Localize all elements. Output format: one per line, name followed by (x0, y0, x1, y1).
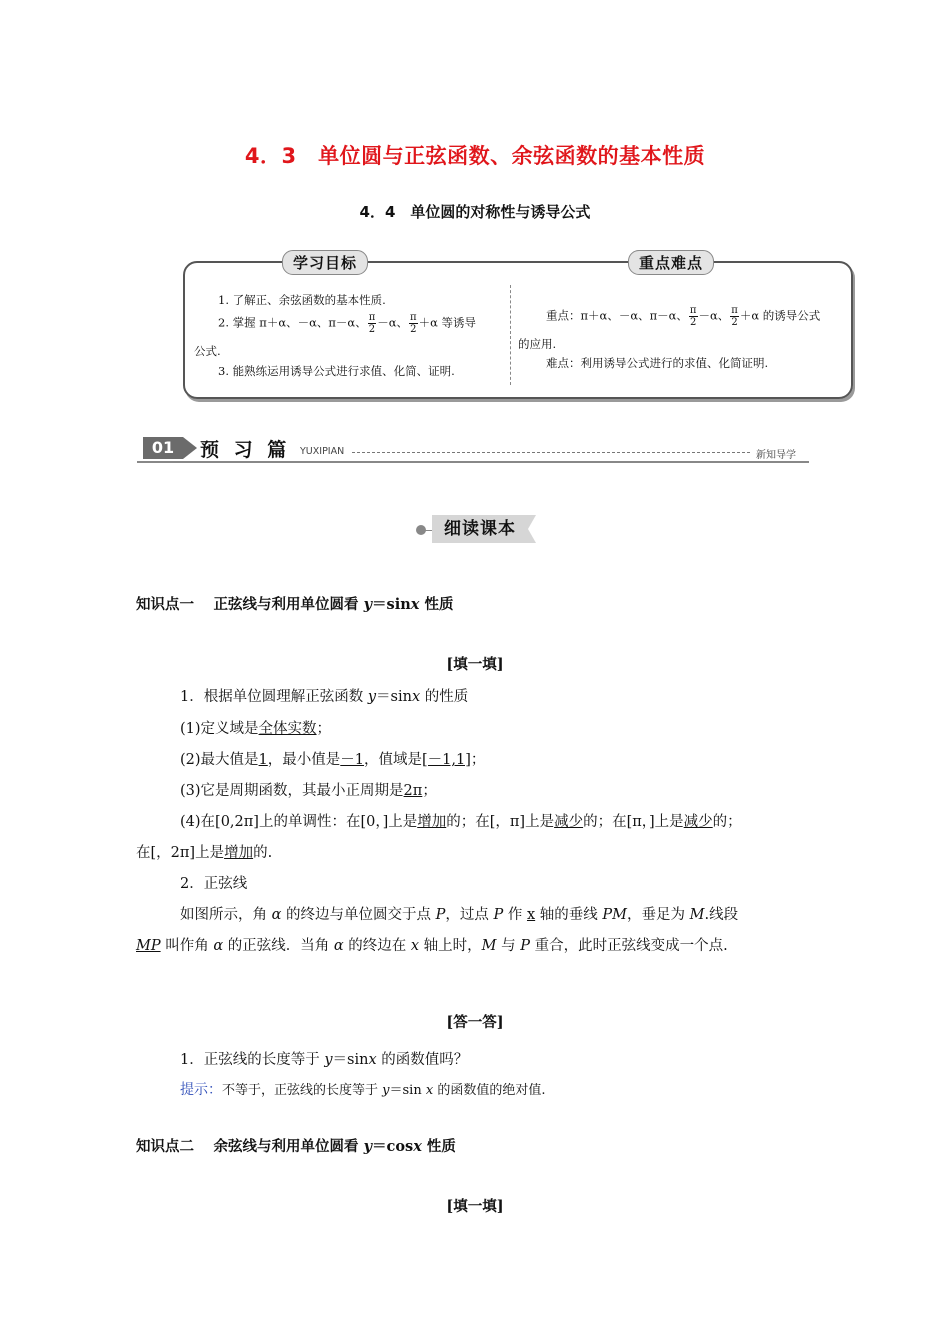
property-period: (3)它是周期函数，其最小正周期是2π； (180, 783, 437, 799)
banner-underline (137, 461, 809, 463)
key-point-cont: 的应用. (518, 337, 557, 351)
section-number-badge: 01 (143, 437, 183, 459)
key-point: 重点：π＋α、－α、π－α、 $\frac{\pi}{2}$ －α、 $\frac{\pi}{2}$ ＋α 的诱导公式 (546, 305, 821, 328)
kp1-item-1: 1．根据单位圆理解正弦函数 y＝sinx 的性质 (180, 689, 469, 705)
page-subtitle: 4．4 单位圆的对称性与诱导公式 (359, 203, 591, 221)
fraction-pi-over-2: $\frac{\pi}{2}$ (368, 312, 376, 335)
property-monotonicity: (4)在[0,2π]上的单调性：在[0，]上是增加的；在[，π]上是减少的；在[π，]上是减少的； (180, 814, 742, 830)
fraction-pi-over-2: $\frac{\pi}{2}$ (689, 305, 697, 328)
fraction-pi-over-2: $\frac{\pi}{2}$ (731, 305, 738, 328)
sine-line-description: 如图所示，角 α 的终边与单位圆交于点 P，过点 P 作 x 轴的垂线 PM，垂足为 M.线段 (180, 907, 739, 923)
property-monotonicity-cont: 在[，2π]上是增加的. (136, 845, 273, 861)
objective-item-2-cont: 公式. (194, 344, 221, 358)
box-divider (510, 285, 511, 385)
banner-right-label: 新知导学 (756, 450, 796, 461)
section-label: 细读课本 (432, 515, 528, 543)
learning-objectives-tag: 学习目标 (282, 250, 368, 275)
objective-item-3: 3. 能熟练运用诱导公式进行求值、化简、证明. (218, 364, 455, 378)
banner-pinyin: YUXIPIAN (300, 446, 345, 457)
fill-in-label-2: [填一填] (446, 1198, 504, 1215)
sine-line-description-cont: MP 叫作角 α 的正弦线．当角 α 的终边在 x 轴上时，M 与 P 重合，此时正弦线变成一个点. (136, 938, 728, 954)
objective-item-2: 2. 掌握 π＋α、－α、π－α、 $\frac{\pi}{2}$ －α、 $\frac{\pi}{2}$ ＋α 等诱导 (218, 312, 477, 335)
page-title: 4．3 单位圆与正弦函数、余弦函数的基本性质 (244, 144, 706, 168)
objective-item-1: 1. 了解正、余弦函数的基本性质. (218, 293, 386, 307)
fill-in-label: [填一填] (446, 656, 504, 673)
property-range: (2)最大值是1，最小值是－1，值域是[－1,1]； (180, 752, 486, 768)
knowledge-point-2-heading: 知识点二 余弦线与利用单位圆看 y＝cosx 性质 (136, 1138, 456, 1155)
question-1: 1．正弦线的长度等于 y＝sinx 的函数值吗？ (180, 1052, 469, 1068)
answer-label: [答一答] (446, 1014, 504, 1031)
banner-dashed-line (352, 452, 750, 453)
badge-arrow-icon (183, 437, 197, 459)
section-label-tail (528, 515, 536, 543)
kp1-item-2: 2．正弦线 (180, 876, 248, 892)
difficult-point: 难点：利用诱导公式进行的求值、化简证明. (546, 356, 769, 370)
hint-label: 提示： (180, 1082, 222, 1098)
fraction-pi-over-2: $\frac{\pi}{2}$ (410, 312, 417, 335)
knowledge-point-1-heading: 知识点一 正弦线与利用单位圆看 y＝sinx 性质 (136, 596, 454, 613)
hint: 提示：不等于，正弦线的长度等于 y＝sin x 的函数值的绝对值. (180, 1082, 546, 1098)
property-domain: (1)定义域是全体实数； (180, 721, 332, 737)
key-difficult-points-tag: 重点难点 (628, 250, 714, 275)
banner-title: 预 习 篇 (200, 439, 291, 461)
